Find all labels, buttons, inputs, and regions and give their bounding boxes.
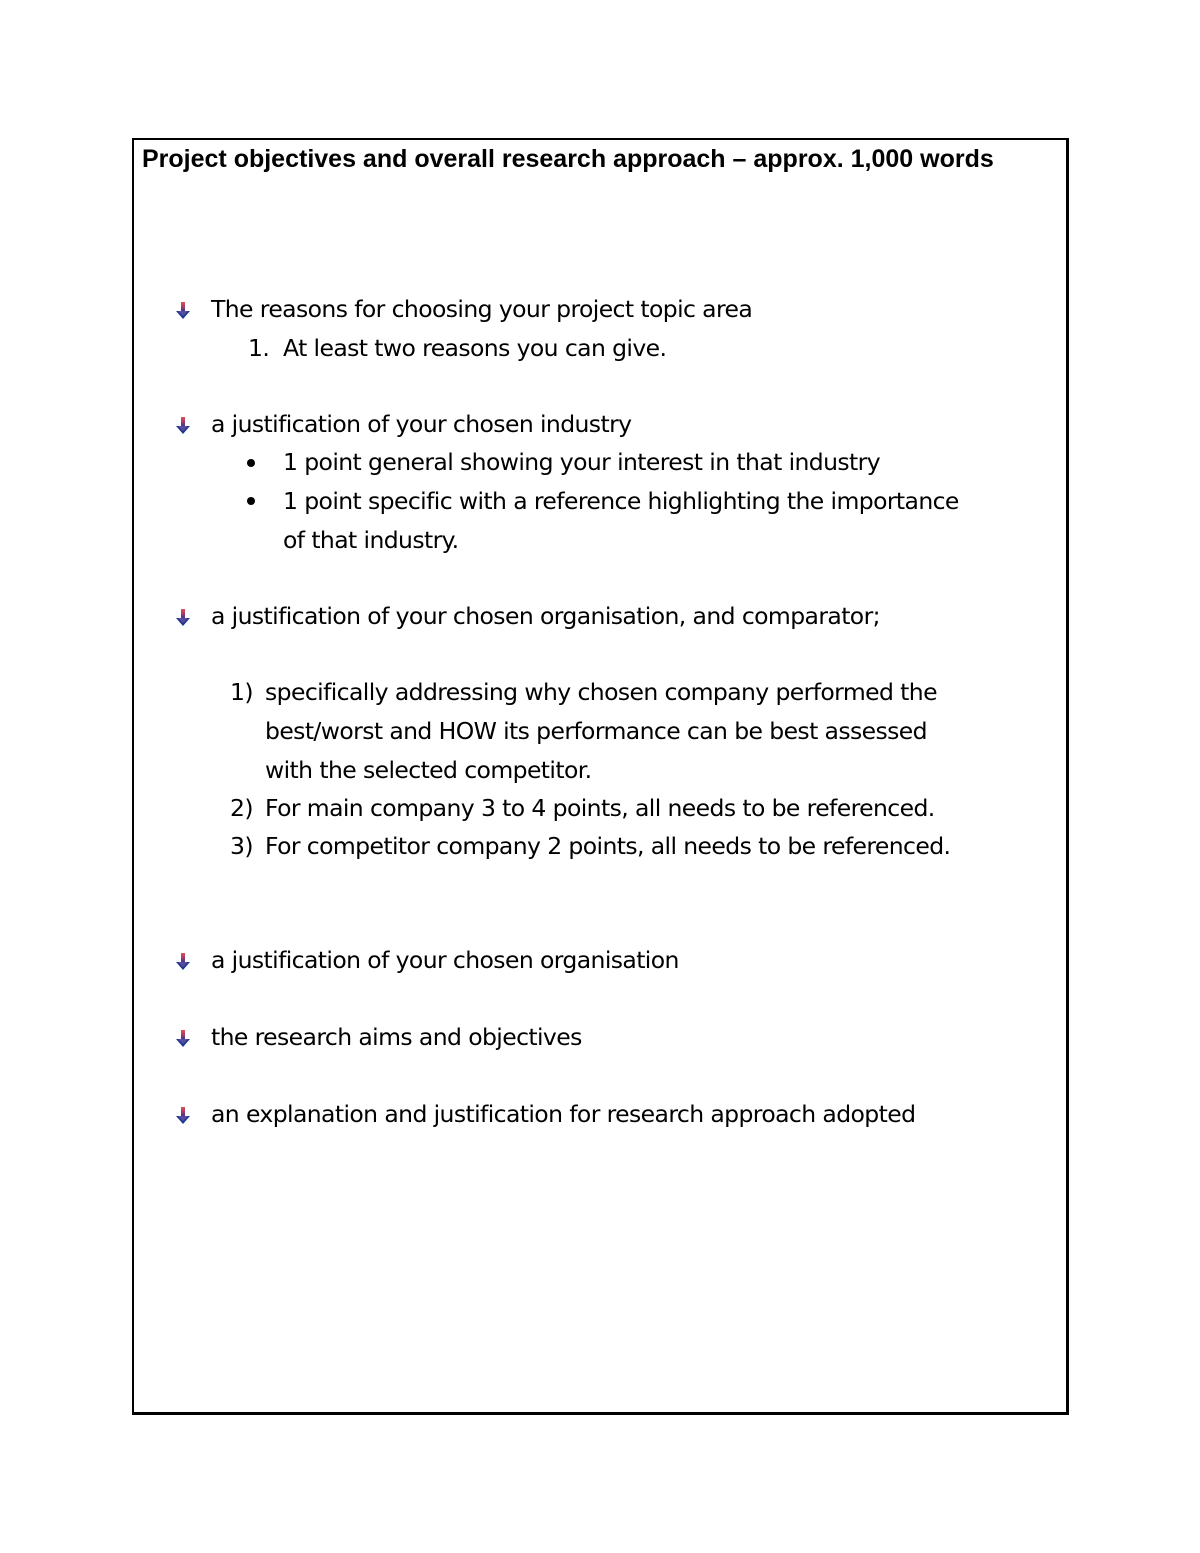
bullet-icon	[247, 497, 255, 505]
list-item: For main company 3 to 4 points, all needs to be referenced.	[265, 794, 935, 822]
list-item-continuation: best/worst and HOW its performance can be best assessed	[265, 717, 927, 745]
down-arrow-icon	[176, 608, 190, 628]
list-marker: 1)	[230, 678, 253, 706]
list-marker: 1.	[248, 334, 270, 362]
section-label-organisation: a justification of your chosen organisation	[211, 946, 679, 974]
down-arrow-icon	[176, 1106, 190, 1126]
section-label-research-approach: an explanation and justification for research approach adopted	[211, 1100, 916, 1128]
list-item: At least two reasons you can give.	[283, 334, 667, 362]
bullet-icon	[247, 459, 255, 467]
list-item-continuation: with the selected competitor.	[265, 756, 592, 784]
page-title: Project objectives and overall research approach – approx. 1,000 words	[142, 145, 994, 173]
list-marker: 2)	[230, 794, 253, 822]
down-arrow-icon	[176, 952, 190, 972]
list-item: specifically addressing why chosen company performed the	[265, 678, 937, 706]
down-arrow-icon	[176, 301, 190, 321]
section-label-topic-reasons: The reasons for choosing your project topic area	[211, 295, 753, 323]
down-arrow-icon	[176, 1029, 190, 1049]
list-item: 1 point general showing your interest in that industry	[283, 448, 881, 476]
section-label-organisation-comparator: a justification of your chosen organisation, and comparator;	[211, 602, 880, 630]
list-item: For competitor company 2 points, all needs to be referenced.	[265, 832, 951, 860]
down-arrow-icon	[176, 416, 190, 436]
section-label-aims-objectives: the research aims and objectives	[211, 1023, 582, 1051]
list-item: 1 point specific with a reference highlighting the importance	[283, 487, 959, 515]
list-marker: 3)	[230, 832, 253, 860]
section-label-industry: a justification of your chosen industry	[211, 410, 632, 438]
list-item-continuation: of that industry.	[283, 526, 459, 554]
